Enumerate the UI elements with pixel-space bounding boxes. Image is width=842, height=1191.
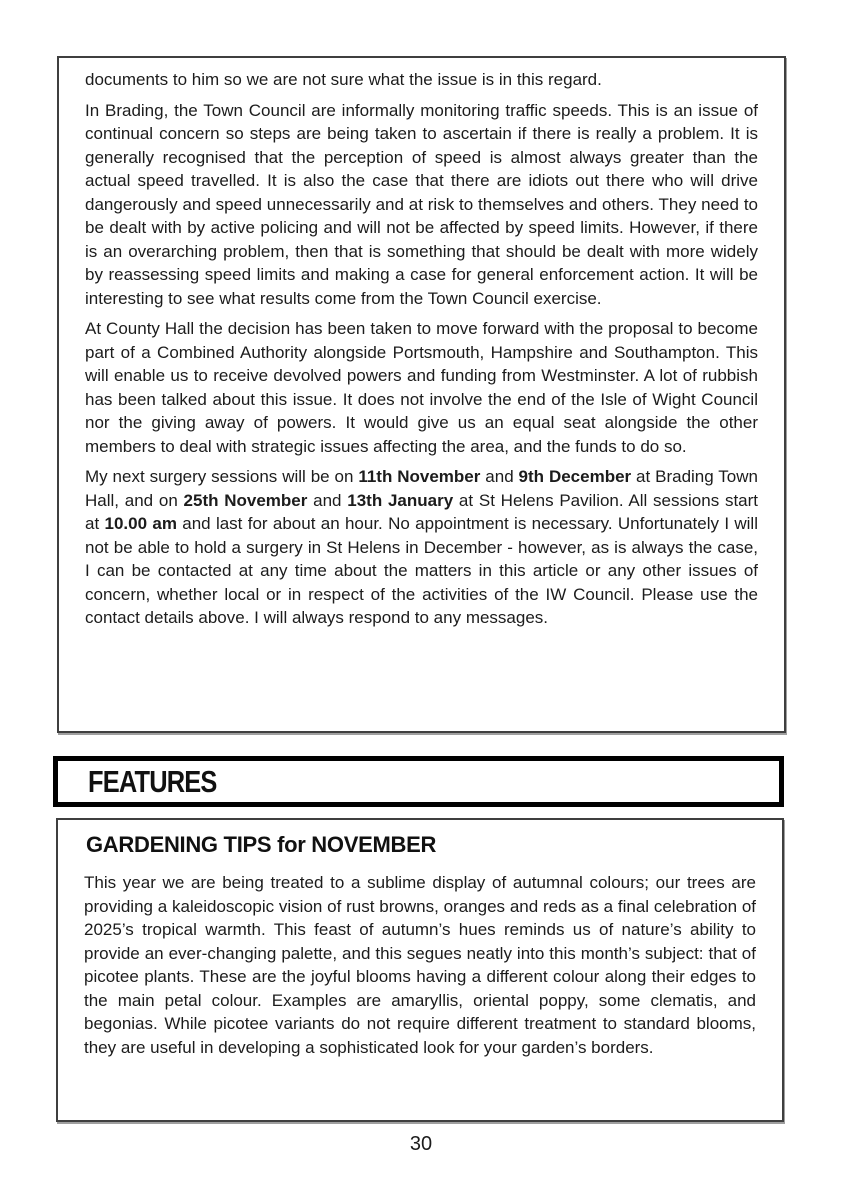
features-heading: FEATURES (88, 763, 217, 799)
gardening-tips-box (56, 818, 784, 1122)
features-banner (53, 756, 784, 807)
article-paragraph-surgery-sessions: My next surgery sessions will be on 11th November and 9th December at Brading Town Hall, and on 25th November and 13th January at St Helens Pavilion. All sessions start at 10.00 am and last for about an hour. No appointment is necessary. Unfortunately I will not be able to hold a surgery in St Helens in December - however, as is always the case, I can be contacted at any time about the matters in this article or any other issues of concern, whether local or in respect of the activities of the IW Council. Please use the contact details above. I will always respond to any messages. (85, 467, 759, 627)
council-article-box (57, 56, 786, 733)
gardening-heading: GARDENING TIPS for NOVEMBER (86, 832, 437, 857)
article-paragraph-brading-traffic: In Brading, the Town Council are informally monitoring traffic speeds. This is an issue of continual concern so steps are being taken to ascertain if there is really a problem. It is generally recognised that the perception of speed is almost always greater than the actual speed travelled. It is also the case that there are idiots out there who will drive dangerously and speed unnecessarily and at risk to themselves and others. They need to be dealt with by active policing and will not be affected by speed limits. However, if there is an overarching problem, then that is something that should be dealt with more widely by reassessing speed limits and making a case for general enforcement action. It will be interesting to see what results come from the Town Council exercise. (85, 100, 758, 308)
gardening-paragraph: This year we are being treated to a sublime display of autumnal colours; our trees are providing a kaleidoscopic vision of rust browns, oranges and reds as a final celebration of 2025’s tropical warmth. This feast of autumn’s hues reminds us of nature’s ability to provide an ever-changing palette, and this segues neatly into this month’s subject: that of picotee plants. These are the joyful blooms having a different colour along their edges to the main petal colour. Examples are amaryllis, oriental poppy, some clematis, and begonias. While picotee variants do not require different treatment to standard blooms, they are useful in developing a sophisticated look for your garden’s borders. (84, 873, 756, 1057)
article-paragraph-continuation: documents to him so we are not sure what the issue is in this regard. (85, 70, 602, 89)
page-number: 30 (409, 1133, 433, 1155)
article-paragraph-county-hall: At County Hall the decision has been taken to move forward with the proposal to become part of a Combined Authority alongside Portsmouth, Hampshire and Southampton. This will enable us to receive devolved powers and funding from Westminster. A lot of rubbish has been talked about this issue. It does not involve the end of the Isle of Wight Council nor the giving away of powers. It would give us an equal seat alongside the other members to deal with strategic issues affecting the area, and the funds to do so. (85, 319, 758, 456)
